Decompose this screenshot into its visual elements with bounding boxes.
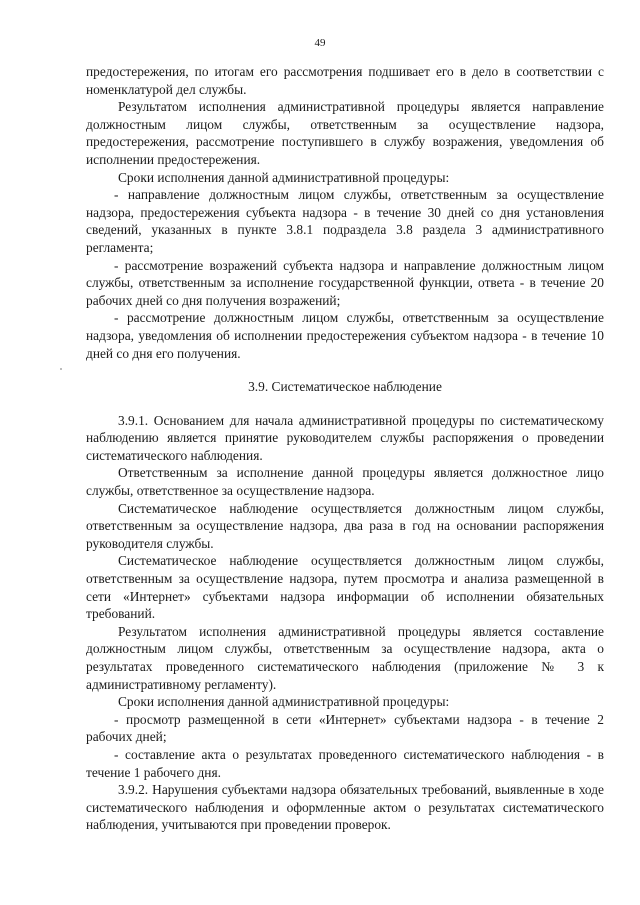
list-item: - рассмотрение должностным лицом службы, ответственным за осуществление надзора, уведомления об исполнении предостережения субъектом надзора - в течение 10 дней со дня его получения. <box>86 310 604 361</box>
paragraph: Систематическое наблюдение осуществляется должностным лицом службы, ответственным за осуществление надзора, два раза в год на основании распоряжения руководителя службы. <box>86 500 604 551</box>
list-item: - направление должностным лицом службы, ответственным за осуществление надзора, предостережения субъекта надзора - в течение 30 дней со дня установления сведений, указанных в пункте 3.8.1 подраздела 3.8 раздела 3 административного регламента; <box>86 187 604 255</box>
paragraph: Результатом исполнения административной процедуры является направление должностным лицом службы, ответственным за осуществление надзора, предостережения, рассмотрение поступившего в службу возражения, уведомления об исполнении предостережения. <box>86 99 604 167</box>
document-body <box>86 63 604 834</box>
list-item: - просмотр размещенной в сети «Интернет» субъектами надзора - в течение 2 рабочих дней; <box>86 711 604 745</box>
paragraph: Ответственным за исполнение данной процедуры является должностное лицо службы, ответственное за осуществление надзора. <box>86 465 604 499</box>
paragraphs-after-heading <box>86 412 604 834</box>
scan-speck <box>60 368 62 370</box>
paragraph: Результатом исполнения административной процедуры является составление должностным лицом службы, ответственным за осуществление надзора, акта о результатах проведенного систематического наблюдения (приложение № 3 к административному регламенту). <box>86 623 604 692</box>
paragraph: предостережения, по итогам его рассмотрения подшивает его в дело в соответствии с номенклатурой дел службы. <box>86 64 604 97</box>
paragraphs-before-heading <box>86 63 604 362</box>
page-number: 49 <box>314 37 326 49</box>
list-item: - рассмотрение возражений субъекта надзора и направление должностным лицом службы, ответственным за исполнение государственной функции, ответа - в течение 20 рабочих дней со дня получения возражений; <box>86 257 604 308</box>
section-heading: 3.9. Систематическое наблюдение <box>248 379 442 395</box>
paragraph: Сроки исполнения данной административной процедуры: <box>118 694 450 710</box>
list-item: - составление акта о результатах проведенного систематического наблюдения - в течение 1 рабочего дня. <box>86 746 604 780</box>
paragraph: 3.9.1. Основанием для начала административной процедуры по систематическому наблюдению является принятие руководителем службы распоряжения о проведении систематического наблюдения. <box>86 412 604 463</box>
paragraph: 3.9.2. Нарушения субъектами надзора обязательных требований, выявленные в ходе систематического наблюдения и оформленные актом о результатах систематического наблюдения, учитываются при проведении проверок. <box>86 782 604 833</box>
paragraph: Систематическое наблюдение осуществляется должностным лицом службы, ответственным за осуществление надзора, путем просмотра и анализа размещенной в сети «Интернет» субъектами надзора информации об исполнении обязательных требований. <box>86 553 604 622</box>
paragraph: Сроки исполнения данной административной процедуры: <box>118 169 450 185</box>
